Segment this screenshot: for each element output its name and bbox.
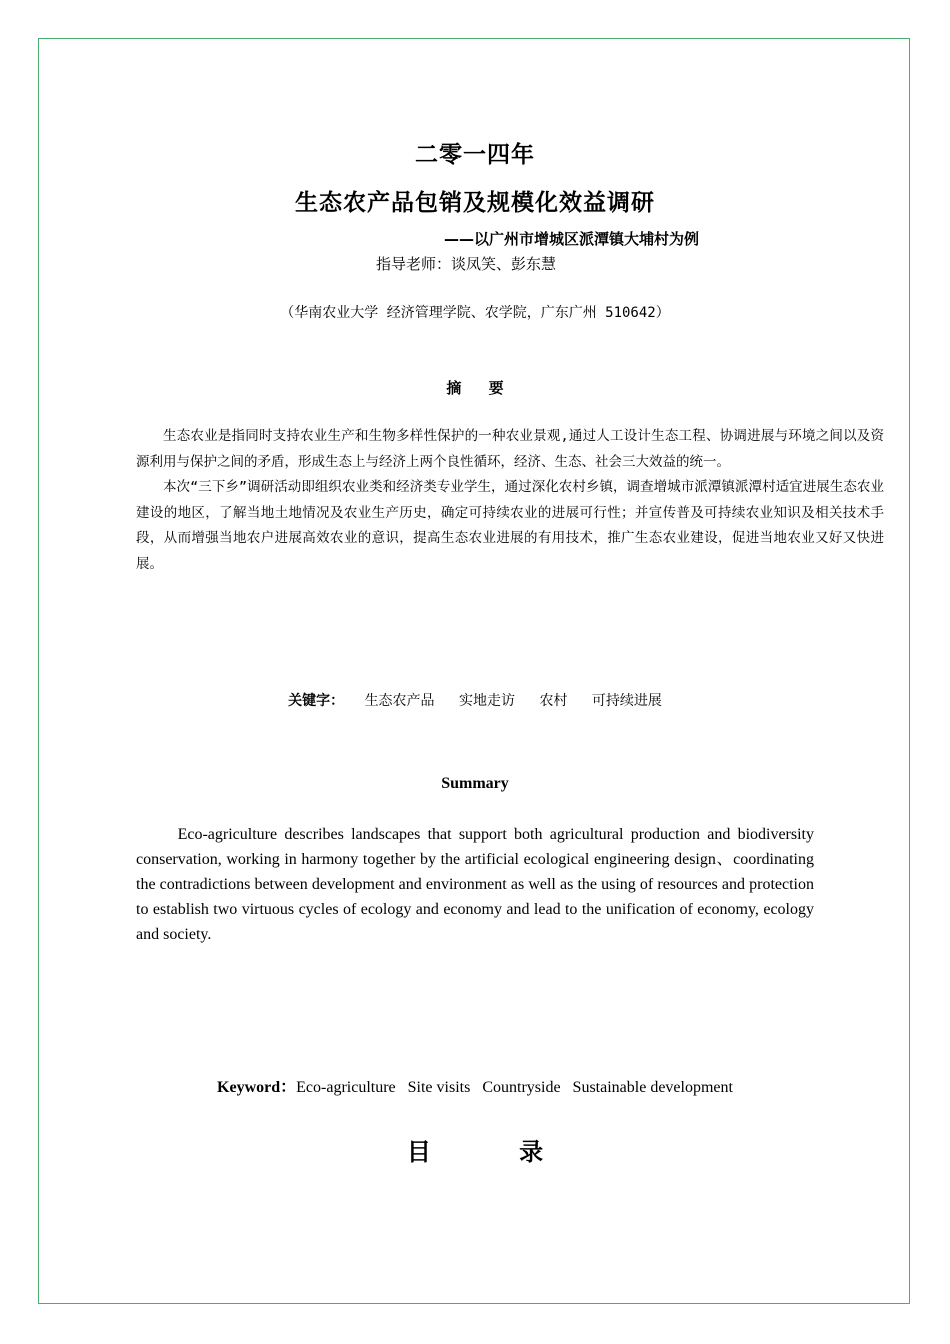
advisor-line: 指导老师：谈凤笑、彭东慧 bbox=[376, 255, 557, 273]
toc-heading: 目 录 bbox=[406, 1137, 544, 1166]
document-title: 生态农产品包销及规模化效益调研 bbox=[295, 189, 655, 216]
summary-heading: Summary bbox=[441, 775, 509, 792]
affiliation-line: （华南农业大学 经济管理学院、农学院，广东广州 510642） bbox=[280, 305, 670, 321]
keyword-cn-item: 可持续进展 bbox=[591, 693, 662, 709]
keywords-en bbox=[0, 1074, 950, 1097]
keyword-en-item: Countryside bbox=[482, 1079, 561, 1096]
document-year: 二零一四年 bbox=[415, 141, 535, 168]
keyword-en-item: Site visits bbox=[407, 1079, 471, 1096]
keyword-en-item: Eco-agriculture bbox=[296, 1079, 396, 1096]
summary-body: Eco-agriculture describes landscapes that support both agricultural production and biodiversity conservation, working in harmony together by the artificial ecological engineering design、coordinating the contradictions between development and environment as well as the using of resources and protection to establish two virtuous cycles of ecology and economy and lead to the unification of economy, ecology and society. bbox=[136, 826, 814, 943]
keywords-en-label: Keyword： bbox=[217, 1079, 297, 1096]
document-subtitle: ——以广州市增城区派潭镇大埔村为例 bbox=[444, 230, 700, 248]
keyword-cn-item: 生态农产品 bbox=[364, 693, 435, 709]
abstract-paragraph: 生态农业是指同时支持农业生产和生物多样性保护的一种农业景观,通过人工设计生态工程、协调进展与环境之间以及资源利用与保护之间的矛盾，形成生态上与经济上两个良性循环，经济、生态、社会三大效益的统一。 bbox=[136, 428, 884, 470]
keyword-cn-item: 农村 bbox=[539, 693, 568, 709]
keyword-cn-item: 实地走访 bbox=[459, 693, 515, 709]
keywords-cn-label: 关键字： bbox=[288, 693, 345, 709]
abstract-heading: 摘 要 bbox=[446, 379, 504, 397]
abstract-body bbox=[136, 424, 884, 577]
keywords-cn bbox=[0, 690, 950, 710]
abstract-paragraph: 本次“三下乡”调研活动即组织农业类和经济类专业学生，通过深化农村乡镇，调查增城市派潭镇派潭村适宜进展生态农业建设的地区，了解当地土地情况及农业生产历史，确定可持续农业的进展可行性；并宣传普及可持续农业知识及相关技术手段，从而增强当地农户进展高效农业的意识，提高生态农业进展的有用技术，推广生态农业建设，促进当地农业又好又快进展。 bbox=[136, 479, 884, 572]
keyword-en-item: Sustainable development bbox=[572, 1079, 733, 1096]
